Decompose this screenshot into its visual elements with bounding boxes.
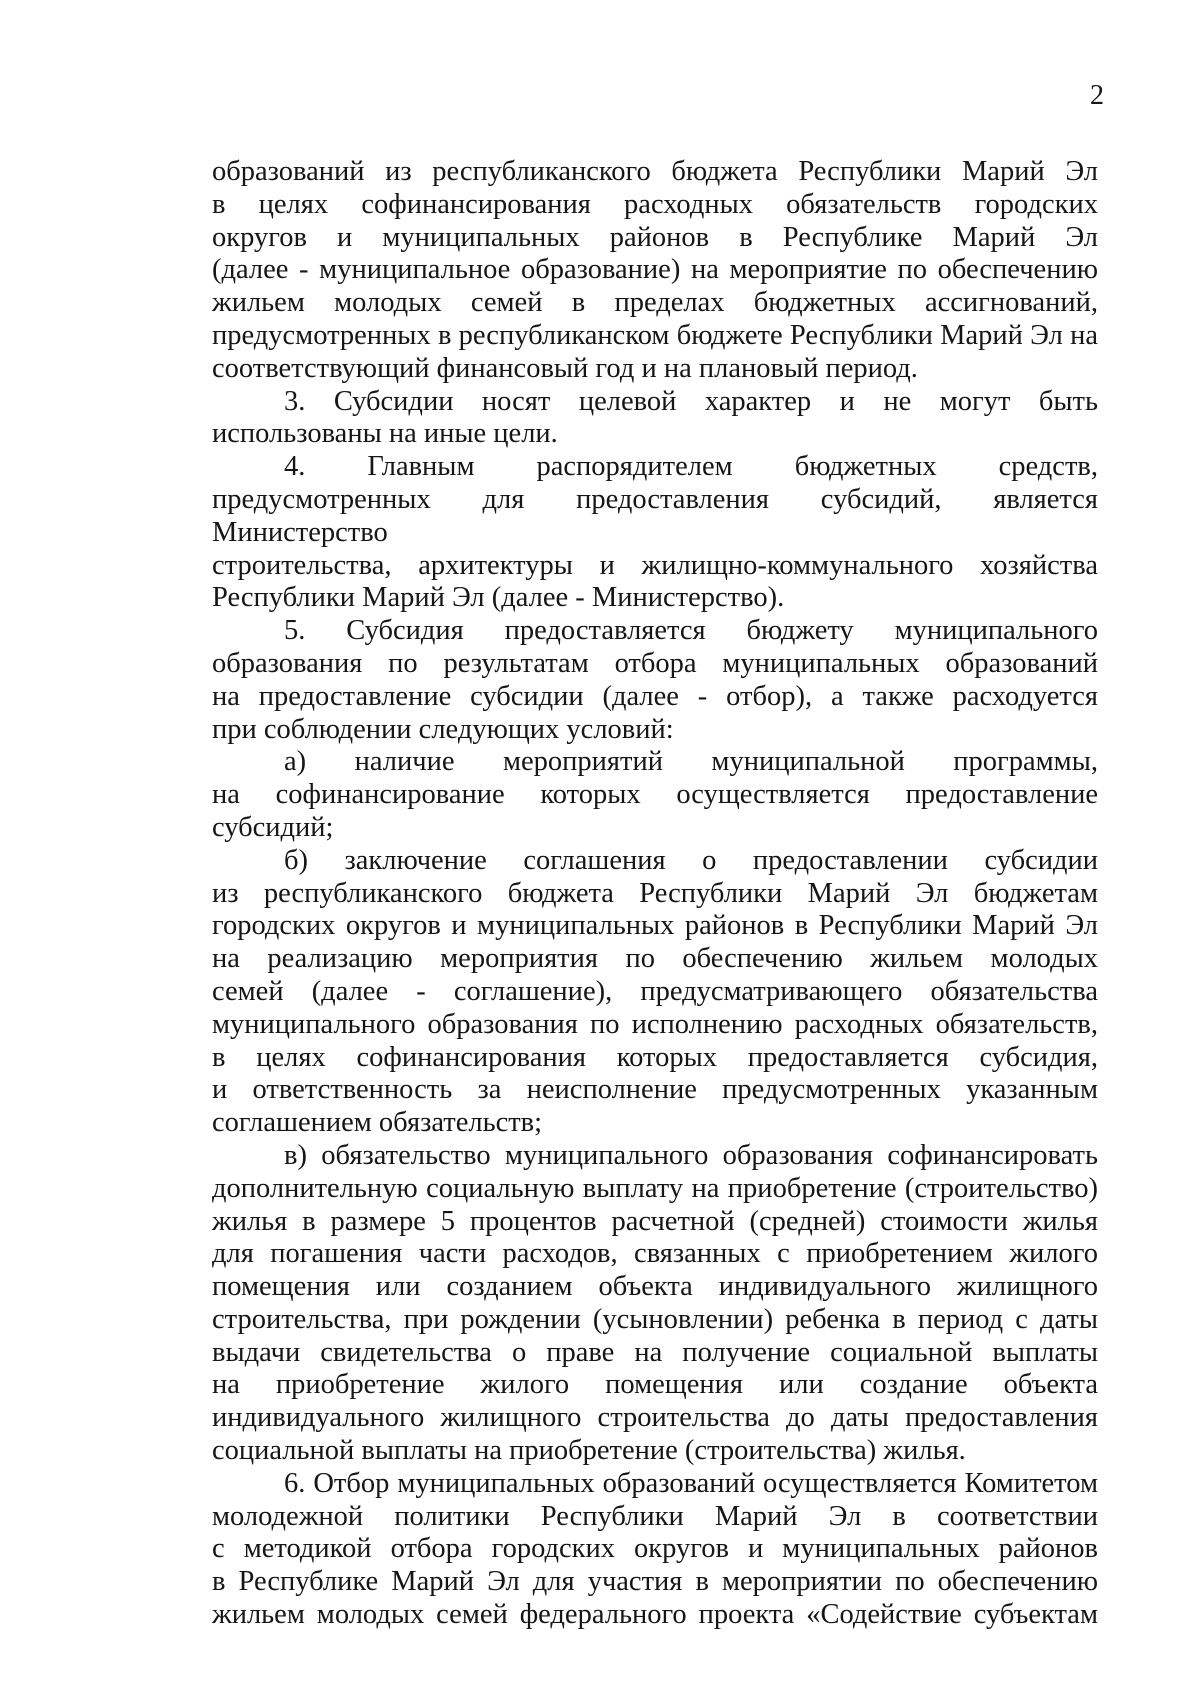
paragraph bbox=[212, 1140, 1098, 1468]
text-line: помещения или созданием объекта индивидуального жилищного bbox=[212, 1271, 1098, 1303]
text-line: соответствующий финансовый год и на плановый период. bbox=[212, 352, 918, 384]
text-line: образования по результатам отбора муниципальных образований bbox=[212, 647, 1098, 679]
text-line: строительства, архитектуры и жилищно-коммунального хозяйства bbox=[212, 549, 1098, 581]
text-line: б) заключение соглашения о предоставлении субсидии bbox=[284, 844, 1098, 876]
text-line: образований из республиканского бюджета Республики Марий Эл bbox=[212, 156, 1098, 187]
text-line: при соблюдении следующих условий: bbox=[212, 713, 674, 745]
text-line: на предоставление субсидии (далее - отбор), а также расходуется bbox=[212, 680, 1098, 712]
text-line: в целях софинансирования которых предоставляется субсидия, bbox=[212, 1041, 1098, 1073]
text-line: соглашением обязательств; bbox=[212, 1107, 543, 1139]
text-line: в Республике Марий Эл для участия в мероприятии по обеспечению bbox=[212, 1566, 1098, 1598]
text-line: из республиканского бюджета Республики Марий Эл бюджетам bbox=[212, 877, 1098, 909]
text-line: и ответственность за неисполнение предусмотренных указанным bbox=[212, 1074, 1098, 1106]
text-line: субсидий; bbox=[212, 811, 334, 843]
text-line: жильем молодых семей федерального проекта «Содействие субъектам bbox=[212, 1599, 1098, 1631]
text-line: на софинансирование которых осуществляется предоставление bbox=[212, 779, 1098, 811]
paragraph bbox=[212, 615, 1098, 746]
text-line: в целях софинансирования расходных обязательств городских bbox=[212, 188, 1098, 220]
page-number: 2 bbox=[1090, 80, 1104, 111]
text-line: 5. Субсидия предоставляется бюджету муниципального bbox=[284, 615, 1098, 647]
text-line: на приобретение жилого помещения или создание объекта bbox=[212, 1369, 1098, 1401]
paragraph bbox=[212, 845, 1098, 1140]
text-line: а) наличие мероприятий муниципальной программы, bbox=[284, 746, 1098, 778]
document-body bbox=[212, 156, 1098, 1632]
paragraph bbox=[212, 156, 1098, 386]
paragraph bbox=[212, 386, 1098, 452]
text-line: социальной выплаты на приобретение (строительства) жилья. bbox=[212, 1435, 966, 1467]
text-line: муниципального образования по исполнению расходных обязательств, bbox=[212, 1008, 1098, 1040]
text-line: для погашения части расходов, связанных с приобретением жилого bbox=[212, 1238, 1098, 1270]
text-line: жильем молодых семей в пределах бюджетных ассигнований, bbox=[212, 287, 1098, 319]
text-line: строительства, при рождении (усыновлении) ребенка в период с даты bbox=[212, 1303, 1098, 1335]
text-line: в) обязательство муниципального образования софинансировать bbox=[284, 1139, 1098, 1171]
text-line: предусмотренных в республиканском бюджете Республики Марий Эл на bbox=[212, 319, 1098, 351]
text-line: 4. Главным распорядителем бюджетных средств, bbox=[284, 451, 1098, 483]
paragraph bbox=[212, 1468, 1098, 1632]
text-line: предусмотренных для предоставления субсидий, является Министерство bbox=[212, 483, 1098, 548]
text-line: выдачи свидетельства о праве на получение социальной выплаты bbox=[212, 1336, 1098, 1368]
text-line: 6. Отбор муниципальных образований осуществляется Комитетом bbox=[284, 1467, 1098, 1499]
paragraph bbox=[212, 451, 1098, 615]
text-line: (далее - муниципальное образование) на мероприятие по обеспечению bbox=[212, 254, 1098, 286]
text-line: округов и муниципальных районов в Республике Марий Эл bbox=[212, 221, 1098, 253]
text-line: жилья в размере 5 процентов расчетной (средней) стоимости жилья bbox=[212, 1205, 1098, 1237]
text-line: с методикой отбора городских округов и муниципальных районов bbox=[212, 1533, 1098, 1565]
text-line: дополнительную социальную выплату на приобретение (строительство) bbox=[212, 1172, 1098, 1204]
paragraph bbox=[212, 746, 1098, 844]
text-line: использованы на иные цели. bbox=[212, 418, 558, 450]
text-line: индивидуального жилищного строительства до даты предоставления bbox=[212, 1402, 1098, 1434]
text-line: семей (далее - соглашение), предусматривающего обязательства bbox=[212, 975, 1098, 1007]
text-line: молодежной политики Республики Марий Эл в соответствии bbox=[212, 1500, 1098, 1532]
text-line: на реализацию мероприятия по обеспечению жильем молодых bbox=[212, 943, 1098, 975]
text-line: городских округов и муниципальных районов в Республики Марий Эл bbox=[212, 910, 1098, 942]
text-line: 3. Субсидии носят целевой характер и не могут быть bbox=[284, 385, 1098, 417]
text-line: Республики Марий Эл (далее - Министерство). bbox=[212, 582, 785, 614]
